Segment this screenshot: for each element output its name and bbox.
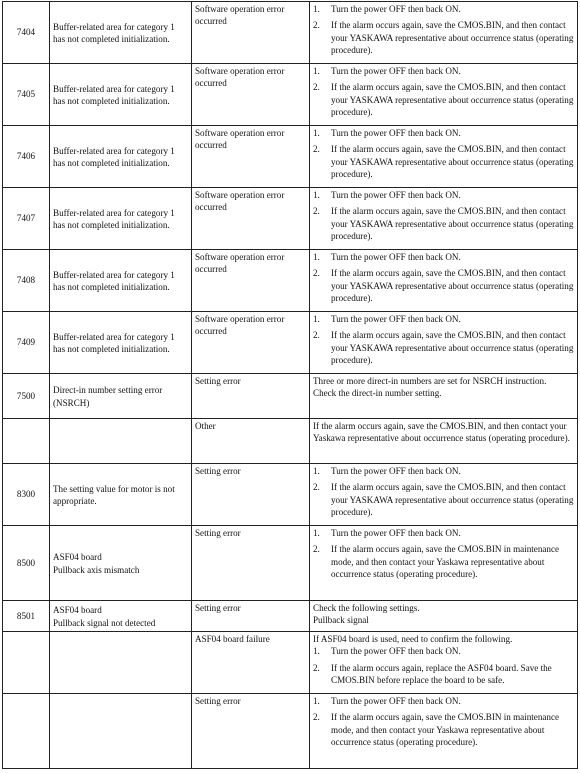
alarm-code: 8501	[3, 601, 50, 632]
step-text: Turn the power OFF then back ON.	[331, 66, 461, 76]
table-row	[3, 188, 578, 250]
step-text: Turn the power OFF then back ON.	[331, 314, 461, 324]
step-text: Turn the power OFF then back ON.	[331, 4, 461, 14]
alarm-message	[50, 694, 192, 769]
alarm-remedy	[310, 64, 578, 126]
step-number: 2.	[313, 330, 320, 341]
remedy-step	[313, 143, 575, 180]
step-number: 2.	[313, 82, 320, 93]
remedy-step	[313, 3, 575, 15]
alarm-remedy	[310, 419, 578, 464]
alarm-code: 7404	[3, 2, 50, 64]
step-text: Turn the power OFF then back ON.	[331, 646, 461, 657]
remedy-step	[313, 127, 575, 139]
message-line: Pullback signal not detected	[53, 617, 156, 628]
step-text: If the alarm occurs again, save the CMOS.BIN, and then contact your YASKAWA representative about occurrence status (operating procedure).	[331, 144, 574, 180]
remedy-line: Three or more direct-in numbers are set for NSRCH instruction.	[313, 376, 547, 386]
step-text: If the alarm occurs again, save the CMOS.BIN, and then contact your YASKAWA representative about occurrence status (operating procedure).	[331, 82, 574, 118]
remedy-step	[313, 65, 575, 77]
alarm-message: Buffer-related area for category 1 has not completed initialization.	[50, 64, 192, 126]
alarm-cause: Software operation error occurred	[192, 2, 310, 64]
remedy-step	[313, 205, 575, 242]
step-text: If the alarm occurs again, save the CMOS.BIN in maintenance mode, and then contact your Yaskawa representative about occurrence status (operating procedure).	[331, 544, 560, 580]
step-text: Turn the power OFF then back ON.	[331, 466, 461, 476]
step-text: If the alarm occurs again, save the CMOS.BIN, and then contact your YASKAWA representative about occurrence status (operating procedure).	[331, 206, 574, 242]
step-number: 1.	[313, 466, 320, 476]
alarm-message	[50, 419, 192, 464]
step-text: If the alarm occurs again, save the CMOS.BIN, and then contact your YASKAWA representative about occurrence status (operating procedure).	[331, 482, 574, 518]
remedy-step	[313, 695, 575, 707]
message-line: ASF04 board	[53, 552, 102, 563]
alarm-message: The setting value for motor is not appropriate.	[50, 464, 192, 526]
step-text: If the alarm occurs again, save the CMOS.BIN, and then contact your YASKAWA representative about occurrence status (operating procedure).	[331, 20, 574, 56]
alarm-message: Buffer-related area for category 1 has not completed initialization.	[50, 126, 192, 188]
table-row	[3, 526, 578, 601]
alarm-cause: Setting error	[192, 694, 310, 769]
step-number: 1.	[313, 4, 320, 14]
alarm-remedy	[310, 312, 578, 374]
remedy-step	[313, 313, 575, 325]
remedy-step	[313, 711, 575, 748]
alarm-code: 7406	[3, 126, 50, 188]
alarm-message: Buffer-related area for category 1 has not completed initialization.	[50, 188, 192, 250]
remedy-line: Pullback signal	[313, 615, 369, 626]
remedy-step	[313, 527, 575, 539]
message-line: Pullback axis mismatch	[53, 564, 140, 575]
remedy-step	[313, 543, 575, 580]
alarm-message: Buffer-related area for category 1 has not completed initialization.	[50, 2, 192, 64]
step-number: 1.	[313, 66, 320, 76]
step-number: 2.	[313, 544, 320, 555]
alarm-cause: Setting error	[192, 374, 310, 419]
step-text: If the alarm occurs again, save the CMOS.BIN, and then contact your YASKAWA representative about occurrence status (operating procedure).	[331, 330, 574, 366]
alarm-code	[3, 632, 50, 694]
remedy-step	[313, 251, 575, 263]
alarm-remedy	[310, 188, 578, 250]
remedy-step	[313, 662, 575, 687]
alarm-code: 8300	[3, 464, 50, 526]
step-number: 2.	[313, 482, 320, 493]
alarm-cause: Software operation error occurred	[192, 126, 310, 188]
step-text: Turn the power OFF then back ON.	[331, 696, 461, 706]
step-number: 1.	[313, 252, 320, 262]
alarm-remedy	[310, 250, 578, 312]
alarm-remedy	[310, 374, 578, 419]
alarm-cause: Setting error	[192, 526, 310, 601]
table-row	[3, 250, 578, 312]
step-text: If the alarm occurs again, save the CMOS.BIN in maintenance mode, and then contact your Yaskawa representative about occurrence status (operating procedure).	[331, 712, 560, 748]
alarm-remedy	[310, 126, 578, 188]
alarm-code: 7500	[3, 374, 50, 419]
remedy-step	[313, 267, 575, 304]
step-number: 2.	[313, 712, 320, 723]
alarm-code: 7405	[3, 64, 50, 126]
step-number: 2.	[313, 268, 320, 279]
table-row	[3, 64, 578, 126]
alarm-cause: Setting error	[192, 464, 310, 526]
alarm-remedy	[310, 2, 578, 64]
remedy-step	[313, 19, 575, 56]
alarm-code	[3, 419, 50, 464]
remedy-line: If ASF04 board is used, need to confirm the following.	[313, 634, 513, 644]
step-number: 1.	[313, 190, 320, 200]
table-row	[3, 126, 578, 188]
alarm-message	[50, 601, 192, 632]
alarm-cause: Setting error	[192, 601, 310, 632]
alarm-cause: Software operation error occurred	[192, 312, 310, 374]
step-number: 1.	[313, 314, 320, 324]
table-row	[3, 464, 578, 526]
alarm-code: 8500	[3, 526, 50, 601]
step-number: 1.	[313, 128, 320, 138]
table-row	[3, 694, 578, 769]
remedy-step	[313, 189, 575, 201]
remedy-step	[313, 329, 575, 366]
remedy-step	[313, 465, 575, 477]
alarm-message	[50, 526, 192, 601]
alarm-remedy	[310, 601, 578, 632]
remedy-line: If the alarm occurs again, save the CMOS.BIN, and then contact your Yaskawa representative about occurrence status (operating procedure).	[313, 421, 570, 444]
table-row	[3, 374, 578, 419]
table-row	[3, 2, 578, 64]
alarm-message: Buffer-related area for category 1 has not completed initialization.	[50, 312, 192, 374]
alarm-code	[3, 694, 50, 769]
remedy-line: Check the direct-in number setting.	[313, 388, 442, 399]
step-number: 1.	[313, 696, 320, 706]
alarm-remedy	[310, 632, 578, 694]
alarm-cause: Software operation error occurred	[192, 188, 310, 250]
alarm-code: 7408	[3, 250, 50, 312]
step-number: 2.	[313, 20, 320, 31]
step-text: Turn the power OFF then back ON.	[331, 252, 461, 262]
step-number: 2.	[313, 144, 320, 155]
alarm-message	[50, 632, 192, 694]
table-row	[3, 312, 578, 374]
step-text: If the alarm occurs again, save the CMOS.BIN, and then contact your YASKAWA representative about occurrence status (operating procedure).	[331, 268, 574, 304]
alarm-remedy	[310, 694, 578, 769]
step-number: 2.	[313, 206, 320, 217]
table-row	[3, 601, 578, 632]
table-row	[3, 419, 578, 464]
remedy-step	[313, 81, 575, 118]
alarm-cause: Software operation error occurred	[192, 250, 310, 312]
alarm-table	[2, 1, 578, 769]
remedy-step	[313, 481, 575, 518]
alarm-remedy	[310, 526, 578, 601]
table-row	[3, 632, 578, 694]
step-text: Turn the power OFF then back ON.	[331, 528, 461, 538]
step-text: Turn the power OFF then back ON.	[331, 190, 461, 200]
message-line: ASF04 board	[53, 605, 102, 616]
step-number: 1.	[313, 646, 320, 657]
remedy-step	[313, 645, 575, 657]
alarm-code: 7409	[3, 312, 50, 374]
alarm-message: Direct-in number setting error (NSRCH)	[50, 374, 192, 419]
alarm-cause: Other	[192, 419, 310, 464]
alarm-cause: ASF04 board failure	[192, 632, 310, 694]
alarm-code: 7407	[3, 188, 50, 250]
alarm-message: Buffer-related area for category 1 has not completed initialization.	[50, 250, 192, 312]
alarm-remedy	[310, 464, 578, 526]
step-number: 1.	[313, 528, 320, 538]
remedy-line: Check the following settings.	[313, 603, 420, 613]
alarm-cause: Software operation error occurred	[192, 64, 310, 126]
step-text: If the alarm occurs again, replace the ASF04 board. Save the CMOS.BIN before replace the board to be safe.	[331, 662, 552, 686]
step-text: Turn the power OFF then back ON.	[331, 128, 461, 138]
step-number: 2.	[313, 662, 320, 673]
